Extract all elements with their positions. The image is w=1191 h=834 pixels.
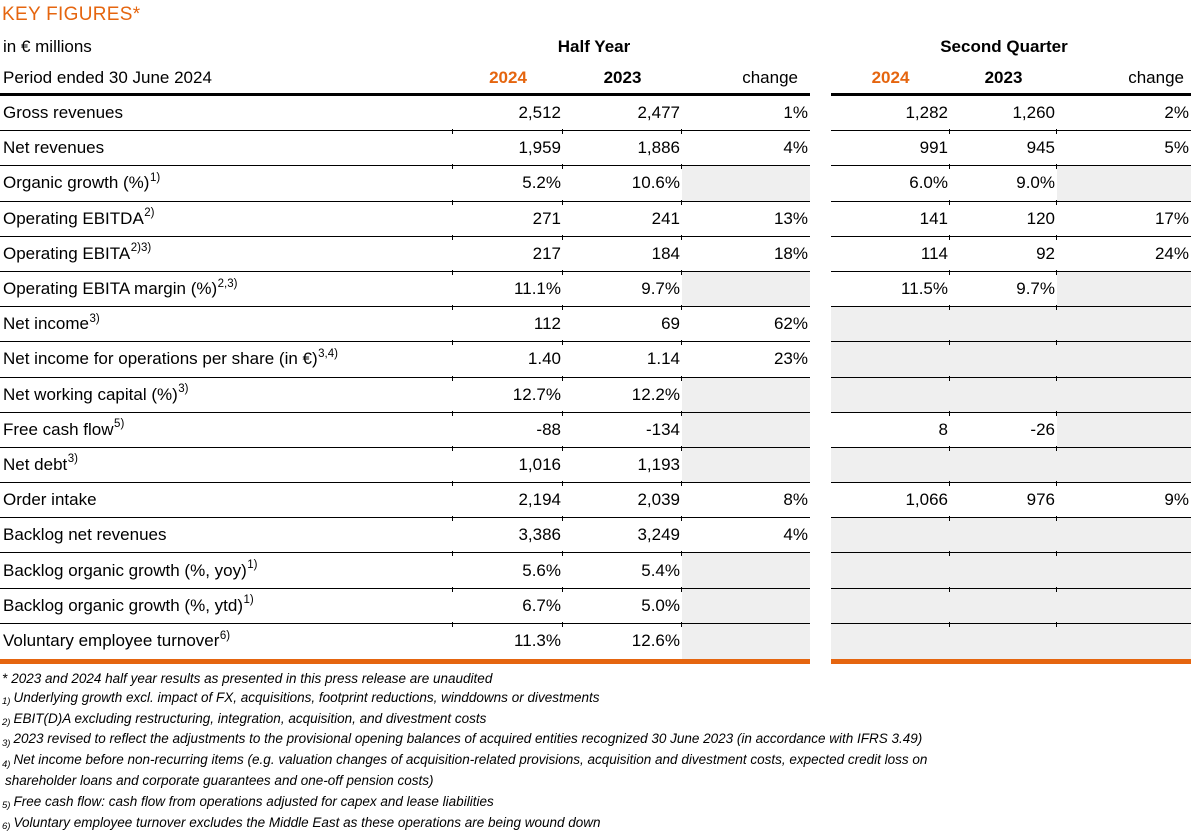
table-row [0, 307, 1191, 342]
row-label-footnote-ref: 3,4) [318, 347, 338, 360]
table-gap [810, 237, 831, 272]
cell-second-quarter-2023: 1,260 [950, 96, 1057, 131]
cell-second-quarter-2024: 1,282 [831, 96, 950, 131]
cell-half-year-2024: 1,016 [453, 448, 563, 483]
row-label-text: Backlog net revenues [3, 525, 167, 545]
cell-second-quarter-change [1057, 166, 1191, 201]
table-gap [810, 131, 831, 166]
footnotes [0, 664, 1191, 834]
cell-second-quarter-2024: 8 [831, 413, 950, 448]
cell-half-year-change: 23% [682, 342, 810, 377]
row-label-text: Order intake [3, 490, 97, 510]
cell-second-quarter-change [1057, 307, 1191, 342]
cell-half-year-change: 4% [682, 518, 810, 553]
cell-half-year-2023: 2,477 [563, 96, 682, 131]
orange-rule-half-year [0, 659, 810, 664]
cell-half-year-2023: 12.6% [631, 631, 680, 651]
table-gap [810, 96, 831, 131]
table-row [0, 202, 1191, 237]
table-gap [810, 272, 831, 307]
row-label-text: Backlog organic growth (%, yoy) [3, 560, 247, 580]
table-row [0, 483, 1191, 518]
cell-half-year-change: 8% [682, 483, 810, 518]
row-label [0, 96, 453, 131]
table-row [0, 166, 1191, 201]
footnote-text: Underlying growth excl. impact of FX, acquisitions, footprint reductions, winddowns or divestments [13, 689, 600, 705]
row-label [0, 237, 453, 272]
table-gap [810, 518, 831, 553]
row-label-text: Gross revenues [3, 103, 123, 123]
table-row [0, 272, 1191, 307]
cell-second-quarter-change: 2% [1057, 96, 1191, 131]
cell-half-year-change [682, 589, 810, 624]
footnote-marker: 4) [2, 758, 11, 770]
cell-second-quarter-2024: 1,066 [831, 483, 950, 518]
table-column-header-row [0, 63, 1191, 96]
cell-second-quarter-2023 [950, 589, 1057, 624]
cell-half-year-change: 13% [682, 202, 810, 237]
footnote-marker: 3) [2, 737, 11, 749]
cell-half-year-change: 62% [682, 307, 810, 342]
cell-second-quarter-change [1057, 553, 1191, 588]
cell-half-year-change [682, 553, 810, 588]
cell-half-year-2024: 217 [453, 237, 563, 272]
cell-second-quarter-change: 9% [1057, 483, 1191, 518]
cell-half-year-2024: 6.7% [453, 589, 563, 624]
cell-second-quarter-2024: 141 [831, 202, 950, 237]
page-title: KEY FIGURES* [2, 4, 141, 25]
footnote-text: 2023 revised to reflect the adjustments to the provisional opening balances of acquired entities recognized 30 June 2023 (in accordance with IFRS 3.49) [13, 731, 923, 747]
cell-second-quarter-2024 [831, 378, 950, 413]
cell-second-quarter-2023 [950, 518, 1057, 553]
footnote [2, 793, 1191, 814]
cell-half-year-change [682, 272, 810, 307]
table-row [0, 131, 1191, 166]
cell-half-year-2024: 1,959 [453, 131, 563, 166]
cell-half-year-2023: 5.4% [563, 553, 682, 588]
cell-second-quarter-change [1057, 342, 1191, 377]
row-label-text: Net revenues [3, 138, 105, 158]
cell-second-quarter-2023 [950, 553, 1057, 588]
cell-second-quarter-2023 [950, 307, 1057, 342]
footnote-text: EBIT(D)A excluding restructuring, integration, acquisition, and divestment costs [13, 710, 487, 726]
cell-second-quarter-2024 [831, 518, 950, 553]
cell-second-quarter-2024 [831, 342, 950, 377]
cell-half-year-2023: 241 [563, 202, 682, 237]
footnote-text: Voluntary employee turnover excludes the Middle East as these operations are being wound down [13, 814, 601, 830]
cell-half-year-change [682, 166, 810, 201]
cell-second-quarter-change [1057, 272, 1191, 307]
table-gap [810, 553, 831, 588]
cell-second-quarter-2023 [950, 624, 1057, 659]
cell-second-quarter-change [1057, 589, 1191, 624]
cell-half-year-2024: 11.3% [514, 631, 561, 651]
footnote [2, 772, 1191, 793]
footnote-marker: * [2, 671, 8, 686]
table-gap [810, 483, 831, 518]
row-label-text: Net debt [3, 454, 68, 474]
row-label [0, 307, 453, 342]
cell-second-quarter-2024 [831, 307, 950, 342]
table-gap [810, 413, 831, 448]
row-label [0, 378, 453, 413]
row-label [0, 624, 453, 659]
cell-second-quarter-2024: 114 [831, 237, 950, 272]
table-row [0, 342, 1191, 377]
table-row [0, 237, 1191, 272]
row-label [0, 448, 453, 483]
table-gap [810, 63, 831, 96]
cell-half-year-2023: 12.2% [563, 378, 682, 413]
row-label [0, 589, 453, 624]
table-gap [810, 589, 831, 624]
row-label [0, 553, 453, 588]
row-label-footnote-ref: 3) [89, 312, 100, 325]
cell-second-quarter-2023: -26 [950, 413, 1057, 448]
cell-second-quarter-change [1057, 378, 1191, 413]
cell-half-year-2024: 5.2% [453, 166, 563, 201]
orange-rule-second-quarter [831, 659, 1191, 664]
row-label-text: Net working capital (%) [3, 384, 178, 404]
row-label-text: Free cash flow [3, 419, 114, 439]
bottom-rule [0, 659, 1191, 664]
footnote [2, 814, 1191, 834]
table-row [0, 378, 1191, 413]
cell-second-quarter-2024 [831, 624, 950, 659]
cell-second-quarter-2024: 11.5% [831, 272, 950, 307]
cell-half-year-change [682, 448, 810, 483]
cell-second-quarter-2023: 945 [950, 131, 1057, 166]
table-row [0, 448, 1191, 483]
row-label-text: Operating EBITDA [3, 208, 144, 228]
cell-second-quarter-2024 [831, 553, 950, 588]
row-label-text: Operating EBITA [3, 243, 131, 263]
key-figures-table-body [0, 96, 1191, 664]
cell-second-quarter-2023: 9.7% [950, 272, 1057, 307]
row-label-text: Net income for operations per share (in €) [3, 349, 318, 369]
cell-half-year-2023: 1.14 [563, 342, 682, 377]
row-label-text: Organic growth (%) [3, 173, 150, 193]
footnote-text: Net income before non-recurring items (e.g. valuation changes of acquisition-related provisions, acquisition and divestment costs, expected credit loss on [13, 752, 928, 768]
footnote [2, 710, 1191, 731]
row-label [0, 166, 453, 201]
cell-half-year-change: 4% [682, 131, 810, 166]
cell-half-year-2023: -134 [563, 413, 682, 448]
cell-half-year-2024: 2,512 [453, 96, 563, 131]
period-label: Period ended 30 June 2024 [0, 63, 453, 96]
cell-second-quarter-change: 5% [1057, 131, 1191, 166]
cell-second-quarter-2023: 976 [950, 483, 1057, 518]
row-label [0, 131, 453, 166]
cell-half-year-2023: 10.6% [563, 166, 682, 201]
cell-half-year-2024: 12.7% [453, 378, 563, 413]
footnote [2, 730, 1191, 751]
cell-half-year-2023: 3,249 [563, 518, 682, 553]
cell-half-year-2024: 2,194 [453, 483, 563, 518]
table-gap [810, 342, 831, 377]
row-label-text: Backlog organic growth (%, ytd) [3, 595, 243, 615]
footnote [2, 689, 1191, 710]
cell-second-quarter-2024: 991 [831, 131, 950, 166]
footnote [2, 751, 1191, 772]
cell-half-year-2023: 1,886 [563, 131, 682, 166]
col-header-change-half-year: change [682, 63, 810, 96]
row-label-footnote-ref: 3) [178, 383, 189, 396]
table-gap [810, 166, 831, 201]
table-gap [810, 307, 831, 342]
cell-half-year-2024: 1.40 [453, 342, 563, 377]
row-label-text: Operating EBITA margin (%) [3, 279, 218, 299]
col-header-2023-half-year: 2023 [563, 63, 682, 96]
cell-half-year-2023: 69 [563, 307, 682, 342]
table-section-header-row [0, 30, 1191, 63]
table-gap [810, 378, 831, 413]
cell-second-quarter-2023 [950, 342, 1057, 377]
row-label-text: Net income [3, 314, 89, 334]
cell-half-year-change [682, 413, 810, 448]
cell-second-quarter-2023: 120 [950, 202, 1057, 237]
row-label [0, 202, 453, 237]
col-header-2024-half-year: 2024 [453, 63, 563, 96]
cell-second-quarter-2023 [950, 378, 1057, 413]
col-header-2023-second-quarter: 2023 [950, 63, 1057, 96]
cell-second-quarter-change [1057, 518, 1191, 553]
cell-second-quarter-2023 [950, 448, 1057, 483]
row-label [0, 413, 453, 448]
cell-second-quarter-2024 [831, 448, 950, 483]
table-row [0, 518, 1191, 553]
cell-second-quarter-change [1057, 448, 1191, 483]
footnote-text: Free cash flow: cash flow from operations adjusted for capex and lease liabilities [13, 793, 494, 809]
table-gap [810, 624, 831, 659]
cell-second-quarter-change: 24% [1057, 237, 1191, 272]
footnote-text: 2023 and 2024 half year results as presented in this press release are unaudited [11, 671, 493, 686]
table-row [0, 413, 1191, 448]
cell-half-year-2023: 2,039 [563, 483, 682, 518]
cell-half-year-2023: 1,193 [563, 448, 682, 483]
cell-half-year-2024: -88 [453, 413, 563, 448]
footnote-marker: 6) [2, 821, 11, 833]
row-label-footnote-ref: 1) [149, 171, 161, 184]
table-gap [810, 448, 831, 483]
table-row [0, 96, 1191, 131]
footnote-marker: 5) [2, 800, 11, 812]
cell-half-year-2024: 11.1% [453, 272, 563, 307]
cell-half-year-2023: 184 [563, 237, 682, 272]
table-row [0, 624, 1191, 659]
row-label-footnote-ref: 3) [67, 453, 78, 466]
col-header-change-second-quarter: change [1057, 63, 1191, 96]
row-label [0, 342, 453, 377]
cell-half-year-2024: 271 [453, 202, 563, 237]
row-label-footnote-ref: 1) [247, 559, 258, 572]
row-label-footnote-ref: 1) [243, 594, 254, 607]
cell-half-year-2023: 5.0% [563, 589, 682, 624]
footnote-text: shareholder loans and corporate guarantees and one-off pension costs) [5, 772, 434, 788]
cell-second-quarter-2024 [831, 589, 950, 624]
cell-second-quarter-change: 17% [1057, 202, 1191, 237]
row-label [0, 483, 453, 518]
cell-half-year-change [682, 624, 810, 659]
cell-half-year-2023: 9.7% [563, 272, 682, 307]
row-label-footnote-ref: 6) [219, 629, 231, 642]
col-header-2024-second-quarter: 2024 [831, 63, 950, 96]
table-row [0, 553, 1191, 588]
cell-second-quarter-2024: 6.0% [831, 166, 950, 201]
row-label [0, 518, 453, 553]
row-label-footnote-ref: 2)3) [130, 242, 152, 255]
row-label-footnote-ref: 5) [114, 418, 125, 431]
row-label [0, 272, 453, 307]
cell-half-year-change: 18% [682, 237, 810, 272]
row-label-footnote-ref: 2,3) [217, 277, 238, 290]
footnote [2, 670, 1191, 689]
row-label-footnote-ref: 2) [144, 207, 155, 220]
cell-second-quarter-change [1057, 413, 1191, 448]
footnote-marker: 2) [2, 717, 11, 729]
footnote-marker: 1) [2, 696, 11, 708]
second-quarter-header: Second Quarter [940, 36, 1068, 56]
cell-half-year-change [682, 378, 810, 413]
cell-second-quarter-2023: 92 [950, 237, 1057, 272]
cell-half-year-2024: 112 [453, 307, 563, 342]
cell-second-quarter-2023: 9.0% [950, 166, 1057, 201]
cell-second-quarter-change [1057, 624, 1191, 659]
cell-half-year-2024: 3,386 [453, 518, 563, 553]
half-year-header: Half Year [557, 36, 631, 56]
units-label: in € millions [3, 36, 92, 56]
row-label-text: Voluntary employee turnover [3, 631, 220, 651]
table-gap [810, 202, 831, 237]
table-row [0, 589, 1191, 624]
cell-half-year-change: 1% [682, 96, 810, 131]
cell-half-year-2024: 5.6% [453, 553, 563, 588]
